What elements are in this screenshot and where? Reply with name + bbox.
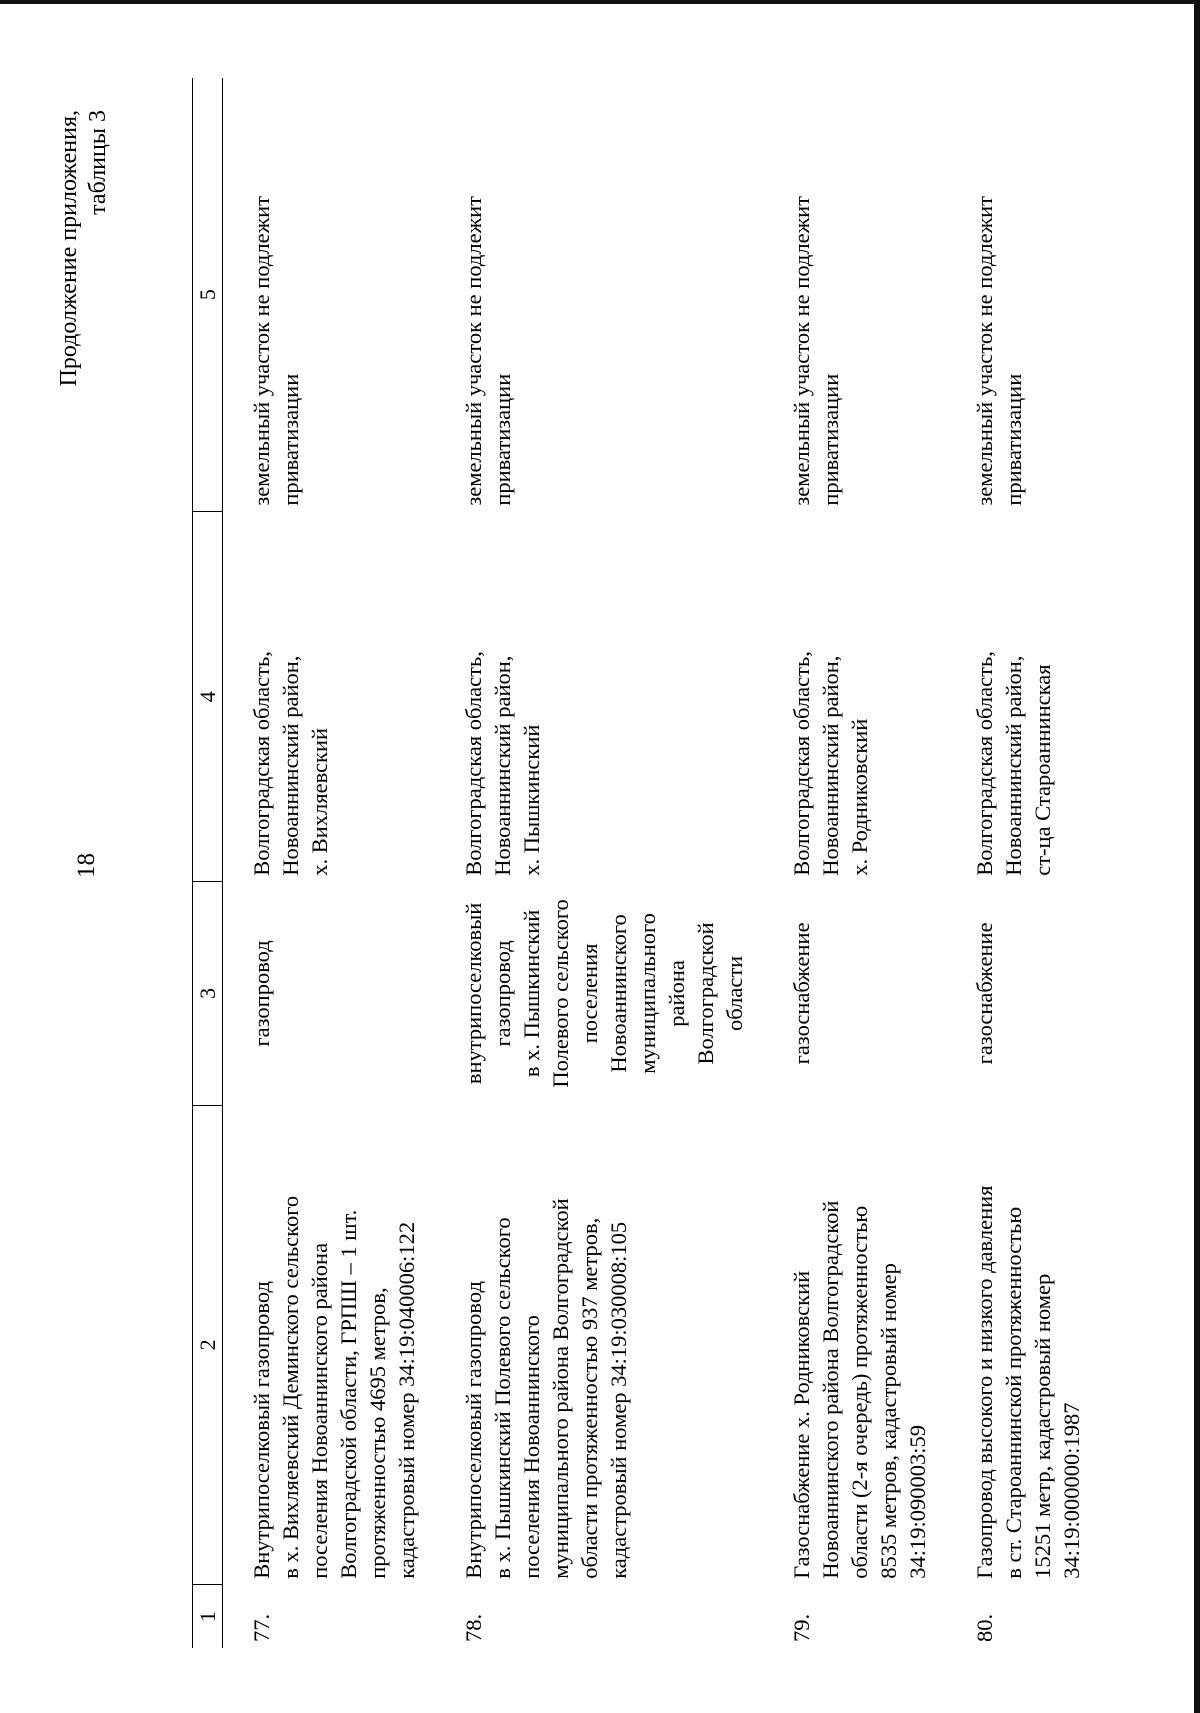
text-line: земельный участок не подлежит <box>972 196 997 506</box>
text-line: Волгоградская область, <box>972 651 997 876</box>
text-line: муниципального <box>635 913 660 1074</box>
text-line: 34:19:090003:59 <box>905 1425 930 1579</box>
text-line: Волгоградская область, <box>249 651 274 876</box>
header-cell: 5 <box>193 78 223 512</box>
row-number: 77. <box>249 1613 274 1642</box>
text-line: земельный участок не подлежит <box>249 196 274 506</box>
object-name <box>435 1105 763 1585</box>
text-line: области (2-я очередь) протяженностью <box>847 1205 872 1579</box>
object-purpose <box>435 882 763 1105</box>
object-note <box>223 78 436 512</box>
text-line: приватизации <box>1001 373 1026 506</box>
object-note <box>946 78 1100 512</box>
header-cell: 3 <box>193 882 223 1105</box>
header-cell: 1 <box>193 1585 223 1648</box>
object-note <box>435 78 763 512</box>
text-line: кадастровый номер 34:19:030008:105 <box>606 1221 631 1579</box>
continuation-note <box>55 110 113 510</box>
text-line: Волгоградская область, <box>789 651 814 876</box>
text-line: приватизации <box>278 373 303 506</box>
object-name <box>946 1105 1100 1585</box>
object-name <box>223 1105 436 1585</box>
text-line: Новоаннинский район, <box>490 655 515 876</box>
text-line: Газопровод высокого и низкого давления <box>972 1185 997 1579</box>
text-line: газопровод <box>490 940 515 1047</box>
text-line: земельный участок не подлежит <box>789 196 814 506</box>
page-number: 18 <box>73 853 100 878</box>
text-line: Волгоградской <box>693 922 718 1065</box>
text-line: в х. Вихляевский Деминского сельского <box>278 1195 303 1579</box>
object-address <box>223 512 436 882</box>
table-row <box>946 78 1100 1648</box>
continuation-line: таблицы 3 <box>85 110 111 215</box>
text-line: в х. Пышкинский <box>519 909 544 1078</box>
text-line: протяженностью 4695 метров, <box>365 1287 390 1579</box>
text-line: х. Пышкинский <box>519 724 544 876</box>
row-number: 80. <box>972 1613 997 1642</box>
object-purpose <box>946 882 1100 1105</box>
text-line: района <box>664 960 689 1027</box>
text-line: Волгоградской области, ГРПШ – 1 шт. <box>336 1209 361 1579</box>
object-purpose <box>223 882 436 1105</box>
text-line: газопровод <box>249 940 274 1047</box>
row-number: 79. <box>789 1613 814 1642</box>
row-number: 78. <box>461 1613 486 1642</box>
text-line: Новоаннинский район, <box>818 655 843 876</box>
text-line: 34:19:000000:1987 <box>1059 1402 1084 1579</box>
text-line: Внутрипоселковый газопровод <box>249 1281 274 1579</box>
text-line: области протяженностью 937 метров, <box>577 1217 602 1579</box>
text-line: поселения Новоаннинского района <box>307 1242 332 1579</box>
continuation-line: Продолжение приложения, <box>56 110 82 387</box>
text-line: в ст. Староаннинской протяженностью <box>1001 1206 1026 1579</box>
object-name <box>763 1105 946 1585</box>
object-address <box>763 512 946 882</box>
object-purpose <box>763 882 946 1105</box>
text-line: газоснабжение <box>972 922 997 1065</box>
text-line: земельный участок не подлежит <box>461 196 486 506</box>
text-line: приватизации <box>490 373 515 506</box>
text-line: Новоаннинского района Волгоградской <box>818 1200 843 1579</box>
text-line: в х. Пышкинский Полевого сельского <box>490 1217 515 1579</box>
text-line: Полевого сельского <box>548 899 573 1088</box>
text-line: области <box>722 955 747 1032</box>
object-note <box>763 78 946 512</box>
object-address <box>435 512 763 882</box>
text-line: Внутрипоселковый газопровод <box>461 1281 486 1579</box>
text-line: 8535 метров, кадастровый номер <box>876 1263 901 1579</box>
property-table <box>192 78 1100 1648</box>
text-line: кадастровый номер 34:19:040006:122 <box>394 1221 419 1579</box>
text-line: Волгоградская область, <box>461 651 486 876</box>
text-line: Новоаннинский район, <box>1001 655 1026 876</box>
text-line: поселения <box>577 943 602 1044</box>
text-line: поселения Новоаннинского <box>519 1315 544 1579</box>
object-address <box>946 512 1100 882</box>
text-line: х. Родниковский <box>847 718 872 876</box>
text-line: приватизации <box>818 373 843 506</box>
text-line: Новоаннинский район, <box>278 655 303 876</box>
table-row <box>223 78 436 1648</box>
text-line: Новоаннинского <box>606 914 631 1073</box>
text-line: ст-ца Староаннинская <box>1030 664 1055 876</box>
table-row <box>763 78 946 1648</box>
text-line: 15251 метр, кадастровый номер <box>1030 1273 1055 1579</box>
text-line: внутрипоселковый <box>461 902 486 1085</box>
text-line: х. Вихляевский <box>307 727 332 876</box>
text-line: муниципального района Волгоградской <box>548 1198 573 1579</box>
text-line: газоснабжение <box>789 922 814 1065</box>
header-row <box>193 78 223 1648</box>
text-line: Газоснабжение х. Родниковский <box>789 1270 814 1579</box>
header-cell: 2 <box>193 1105 223 1585</box>
table-row <box>435 78 763 1648</box>
header-cell: 4 <box>193 512 223 882</box>
